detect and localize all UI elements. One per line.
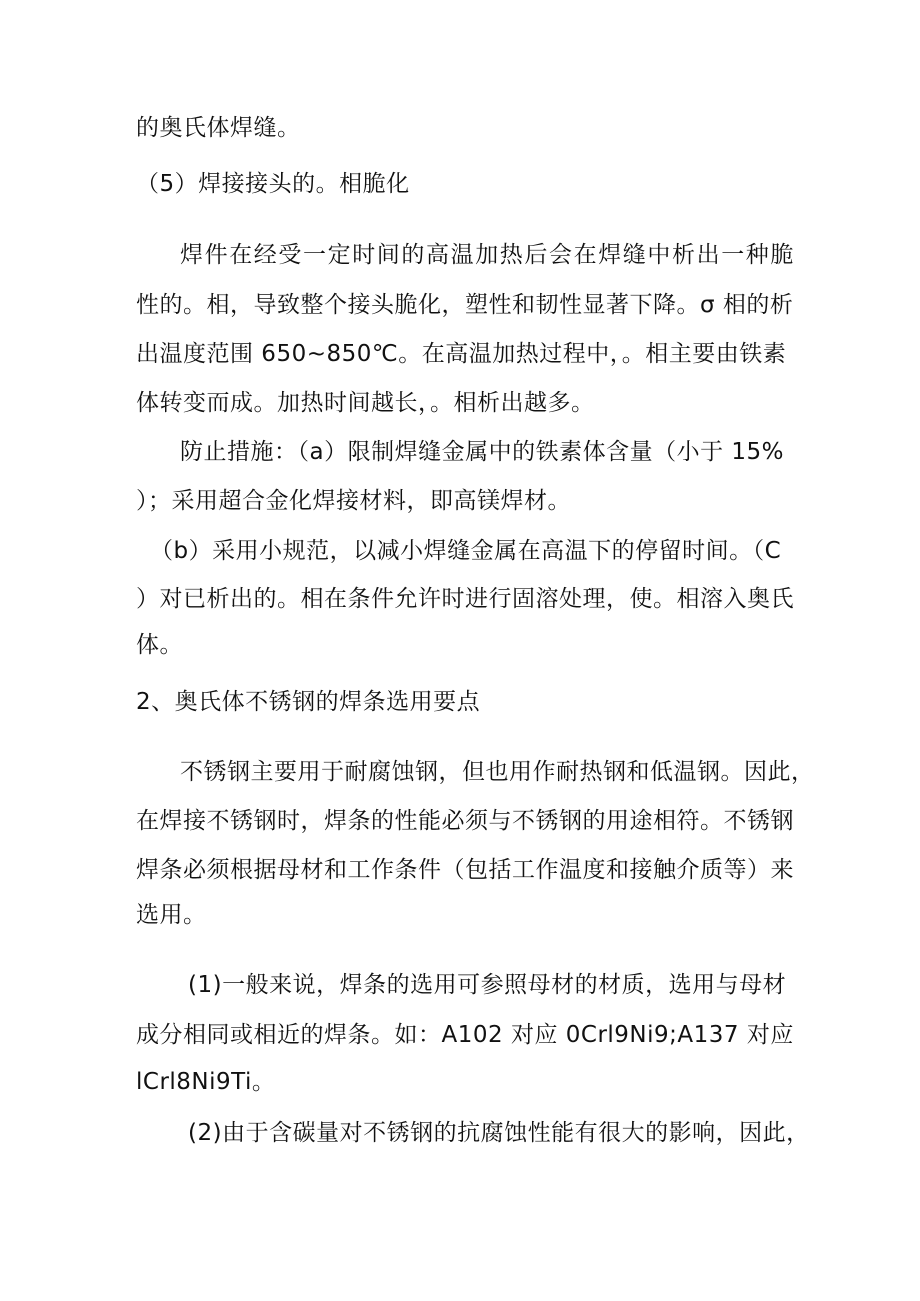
text-line: ）对已析出的。相在条件允许时进行固溶处理，使。相溶入奥氏 (136, 586, 794, 612)
text-line: 焊条必须根据母材和工作条件（包括工作温度和接触介质等）来 (136, 857, 794, 883)
text-line: 体。 (136, 632, 183, 658)
text-line: (2)由于含碳量对不锈钢的抗腐蚀性能有很大的影响，因此， (188, 1120, 810, 1146)
section-heading: 2、奥氏体不锈钢的焊条选用要点 (136, 689, 481, 715)
text-line: ）；采用超合金化焊接材料，即高镁焊材。 (136, 488, 571, 514)
text-line: 出温度范围 650~850℃。在高温加热过程中，。相主要由铁素 (136, 341, 787, 367)
text-line: 选用。 (136, 902, 207, 928)
text-line: (1)一般来说，焊条的选用可参照母材的材质，选用与母材 (188, 972, 787, 998)
text-line: 的奥氏体焊缝。 (136, 115, 301, 141)
text-line: 在焊接不锈钢时，焊条的性能必须与不锈钢的用途相符。不锈钢 (136, 808, 794, 834)
text-line: 成分相同或相近的焊条。如：A102 对应 0Crl9Ni9;A137 对应 (136, 1022, 794, 1048)
text-line: 焊件在经受一定时间的高温加热后会在焊缝中析出一种脆 (180, 242, 795, 268)
text-line: 性的。相，导致整个接头脆化，塑性和韧性显著下降。σ 相的析 (136, 292, 794, 318)
text-line: 防止措施：（a）限制焊缝金属中的铁素体含量（小于 15% (180, 439, 785, 465)
text-line: 不锈钢主要用于耐腐蚀钢，但也用作耐热钢和低温钢。因此， (180, 759, 815, 785)
section-heading: （5）焊接接头的。相脆化 (136, 171, 410, 197)
text-line: lCrl8Ni9Ti。 (136, 1069, 276, 1095)
text-line: 体转变而成。加热时间越长，。相析出越多。 (136, 390, 595, 416)
text-line: （b）采用小规范，以减小焊缝金属在高温下的停留时间。（C (150, 538, 782, 564)
